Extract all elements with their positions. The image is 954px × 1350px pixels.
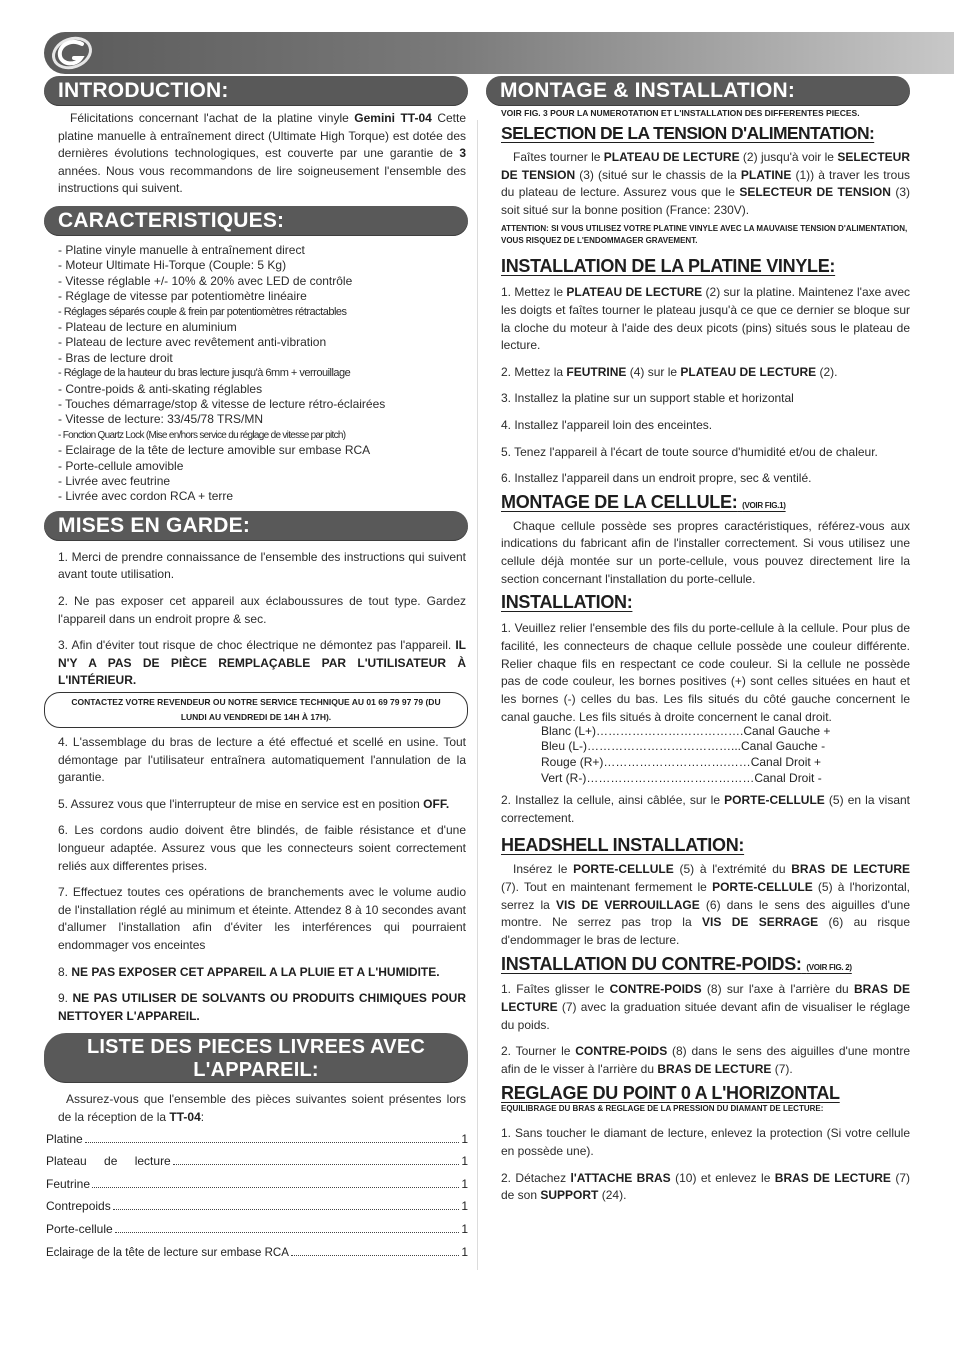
introduction-heading: INTRODUCTION: <box>44 76 468 106</box>
liste-intro: Assurez-vous que l'ensemble des pièces suivantes soient présentes lors de la réception de la TT-04: <box>58 1092 466 1124</box>
installation-body <box>486 620 910 827</box>
list-item: - Livrée avec cordon RCA + terre <box>58 489 234 504</box>
list-item: Vert (R-)……………………………………Canal Droit - <box>541 770 822 785</box>
list-item: - Réglage de la hauteur du bras lecture jusqu'à 6mm + verrouillage <box>58 367 351 380</box>
warnings-section-2 <box>44 734 468 1025</box>
list-item: - Vitesse réglable +/- 10% & 20% avec LED de contrôle <box>58 273 353 288</box>
list-item: - Touches démarrage/stop & vitesse de lecture rétro-éclairées <box>58 397 386 412</box>
list-item: - Porte-cellule amovible <box>58 458 184 473</box>
platine-step-5: 5. Tenez l'appareil à l'écart de toute source d'humidité et/ou de chaleur. <box>501 444 878 459</box>
warning-6: 6. Les cordons audio doivent être blindés, de faible résistance et d'une longueur adaptée. Assurez vous que les connecteurs soient correctement reliés aux differentes prises. <box>58 823 466 873</box>
caracteristiques-heading: CARACTERISTIQUES: <box>44 206 468 236</box>
list-item: - Moteur Ultimate Hi-Torque (Couple: 5 Kg) <box>58 258 287 273</box>
platine-step-1: 1. Mettez le PLATEAU DE LECTURE (2) sur la platine. Maintenez l'axe avec les doigts et faîtes tourner le plateau jusqu'à ce que ce dernier se bloque sur la cloche du moteur à l'aide des deux picots (pins) situés sous le plateau de lecture. <box>501 285 910 353</box>
installation-step-2: 2. Installez la cellule, ainsi câblée, sur le PORTE-CELLULE (5) en la visant correctement. <box>501 793 911 825</box>
mises-en-garde-heading: MISES EN GARDE: <box>44 511 468 541</box>
contrepoids-steps <box>486 981 910 1078</box>
right-column <box>486 76 910 1205</box>
header-bar <box>44 32 954 74</box>
warning-7: 7. Effectuez toutes ces opérations de branchements avec le volume audio de l'installation réglé au minimum et éteinte. Attendez 8 à 10 secondes avant d'allumer l'installation afin d'éviter les interférences qui pourraient endommager vos enceintes <box>58 885 466 952</box>
channel-list <box>501 724 910 786</box>
list-item: Eclairage de la tête de lecture sur embase RCA 1 <box>46 1244 468 1259</box>
list-item: Feutrine 1 <box>46 1176 468 1191</box>
warning-8: 8. NE PAS EXPOSER CET APPAREIL A LA PLUIE ET A L'HUMIDITE. <box>58 964 440 979</box>
reglage-subheading: EQUILIBRAGE DU BRAS & REGLAGE DE LA PRESSION DU DIAMANT DE LECTURE: <box>501 1104 824 1114</box>
contrepoids-step-1: 1. Faîtes glisser le CONTRE-POIDS (8) sur l'axe à l'arrière du BRAS DE LECTURE (7) avec la graduation située devant afin de visualiser le réglage du poids. <box>501 982 910 1032</box>
warning-5: 5. Assurez vous que l'interrupteur de mise en service est en position OFF. <box>58 796 450 811</box>
platine-step-2: 2. Mettez la FEUTRINE (4) sur le PLATEAU DE LECTURE (2). <box>501 364 838 379</box>
list-item: - Bras de lecture droit <box>58 350 173 365</box>
platine-step-6: 6. Installez l'appareil dans un endroit propre, sec & ventilé. <box>501 471 812 486</box>
list-item: Plateau de lecture 1 <box>46 1154 468 1169</box>
headshell-heading: HEADSHELL INSTALLATION: <box>501 835 745 856</box>
warning-2: 2. Ne pas exposer cet appareil aux éclaboussures de tout type. Gardez l'appareil dans un endroit propre & sec. <box>58 594 466 626</box>
reglage-heading: REGLAGE DU POINT 0 A L'HORIZONTAL <box>501 1083 840 1104</box>
headshell-text: Insérez le PORTE-CELLULE (5) à l'extrémité du BRAS DE LECTURE (7). Tout en maintenant fermement le PORTE-CELLULE (5) à l'horizontal, serrez la VIS DE VERROUILLAGE (6) dans le sens des aiguilles d'une montre. Ne serrez pas trop la VIS DE SERRAGE (6) au risque d'endommager le bras de lecture. <box>501 862 911 947</box>
reglage-step-2: 2. Détachez l'ATTACHE BRAS (10) et enlevez le BRAS DE LECTURE (7) de son SUPPORT (24). <box>501 1170 911 1203</box>
warnings-section <box>44 549 468 690</box>
reglage-steps <box>486 1125 910 1204</box>
montage-heading: MONTAGE & INSTALLATION: <box>486 76 910 106</box>
list-item: Porte-cellule 1 <box>46 1221 468 1236</box>
platine-step-3: 3. Installez la platine sur un support stable et horizontal <box>501 391 794 406</box>
list-item: Rouge (R+)………………………….……Canal Droit + <box>541 755 822 770</box>
list-item: - Vitesse de lecture: 33/45/78 TRS/MN <box>58 412 263 427</box>
cellule-text: Chaque cellule possède ses propres caractéristiques, référez-vous aux indications du fabricant afin de l'installer correctement. Si vous utilisez une cellule déjà montée sur un porte-cellule, vous pouvez directement lire la section concernant l'installation du porte-cellule. <box>501 518 910 586</box>
column-divider <box>477 120 478 1270</box>
parts-list <box>44 1128 468 1265</box>
gemini-logo-icon <box>48 32 98 74</box>
list-item: - Réglages séparés couple & frein par potentiomètres rétractables <box>58 305 347 318</box>
tension-text: Faîtes tourner le PLATEAU DE LECTURE (2) jusqu'à voir le SELECTEUR DE TENSION (3) (situé sur le chassis de la PLATINE (1)) à traver les trous du plateau de lecture. Assurez vous que le SELECTEUR DE TENSION (3) soit situé sur la bonne position (France: 230V). <box>501 150 911 217</box>
list-item: Contrepoids 1 <box>46 1199 468 1214</box>
contact-box: CONTACTEZ VOTRE REVENDEUR OU NOTRE SERVICE TECHNIQUE AU 01 69 79 97 79 (DU LUNDI AU VENDREDI DE 14H À 17H). <box>44 692 468 728</box>
contrepoids-heading: INSTALLATION DU CONTRE-POIDS: (VOIR FIG. 2) <box>501 954 852 975</box>
montage-note: VOIR FIG. 3 POUR LA NUMEROTATION ET L'INSTALLATION DES DIFFERENTES PIECES. <box>501 108 860 118</box>
warning-4: 4. L'assemblage du bras de lecture a été effectué et scellé en usine. Tout démontage par l'utilisateur entraînera automatiquement l'annulation de la garantie. <box>58 735 466 785</box>
list-item: Platine 1 <box>46 1131 468 1146</box>
list-item: - Contre-poids & anti-skating réglables <box>58 381 263 396</box>
introduction-text: Félicitations concernant l'achat de la platine vinyle Gemini TT-04 Cette platine manuelle à entraînement direct (Ultimate High Torque) est dotée des dernières évolutions technologiques, est couverte par une garantie de 3 années. Nous vous recommandons de lire soigneusement l'ensemble des instructions qui suivent. <box>58 111 467 196</box>
list-item: - Plateau de lecture en aluminium <box>58 320 237 334</box>
list-item: - Livrée avec feutrine <box>58 474 171 489</box>
list-item: - Plateau de lecture avec revêtement anti-vibration <box>58 335 327 350</box>
list-item: Blanc (L+)……………………………….Canal Gauche + <box>541 723 831 738</box>
installation-heading: INSTALLATION: <box>501 592 633 613</box>
contrepoids-step-2: 2. Tourner le CONTRE-POIDS (8) dans le sens des aiguilles d'une montre afin de le visser à l'arrière du BRAS DE LECTURE (7). <box>501 1044 910 1076</box>
features-list <box>44 243 468 505</box>
tension-warning: ATTENTION: SI VOUS UTILISEZ VOTRE PLATINE VINYLE AVEC LA MAUVAISE TENSION D'ALIMENTATION, VOUS RISQUEZ DE L'ENDOMMAGER GRAVEMENT. <box>501 224 908 246</box>
warning-3: 3. Afin d'éviter tout risque de choc électrique ne démontez pas l'appareil. IL N'Y A PAS DE PIÈCE REMPLAÇABLE PAR L'UTILISATEUR À L'INTÉRIEUR. <box>58 638 466 688</box>
left-column <box>44 76 468 1264</box>
list-item: - Fonction Quartz Lock (Mise en/hors service du réglage de vitesse par pitch) <box>58 429 346 441</box>
tension-heading: SELECTION DE LA TENSION D'ALIMENTATION: <box>501 123 875 143</box>
list-item: - Eclairage de la tête de lecture amovible sur embase RCA <box>58 443 371 458</box>
list-item: - Platine vinyle manuelle à entraînement direct <box>58 242 305 257</box>
cellule-heading: MONTAGE DE LA CELLULE: (VOIR FIG.1) <box>501 491 786 512</box>
list-item: Bleu (L-)………………………………...Canal Gauche - <box>541 739 826 754</box>
platine-steps <box>486 284 910 487</box>
reglage-step-1: 1. Sans toucher le diamant de lecture, enlevez la protection (Si votre cellule en possède une). <box>501 1126 910 1158</box>
warning-1: 1. Merci de prendre connaissance de l'ensemble des instructions qui suivent avant toute utilisation. <box>58 549 466 582</box>
liste-pieces-heading: LISTE DES PIECES LIVREES AVEC L'APPAREIL: <box>44 1033 468 1083</box>
list-item: - Réglage de vitesse par potentiomètre linéaire <box>58 289 307 304</box>
warning-9: 9. NE PAS UTILISER DE SOLVANTS OU PRODUITS CHIMIQUES POUR NETTOYER L'APPAREIL. <box>58 991 466 1023</box>
platine-step-4: 4. Installez l'appareil loin des enceintes. <box>501 417 713 432</box>
installation-step-1: 1. Veuillez relier l'ensemble des fils du porte-cellule à la cellule. Pour plus de facilité, les connecteurs de chaque cellule possède une couleur différente. Relier chaque fils en respectant ce code couleur. Si la cellule ne possède pas de code couleur, les bornes positives (+) sont celles situées en haut et les bornes (-) celles du bas. Les fils situés du côté gauche concernent le canal gauche. Les fils situés à droite concernent le canal droit. <box>501 621 910 725</box>
platine-heading: INSTALLATION DE LA PLATINE VINYLE: <box>501 256 836 277</box>
